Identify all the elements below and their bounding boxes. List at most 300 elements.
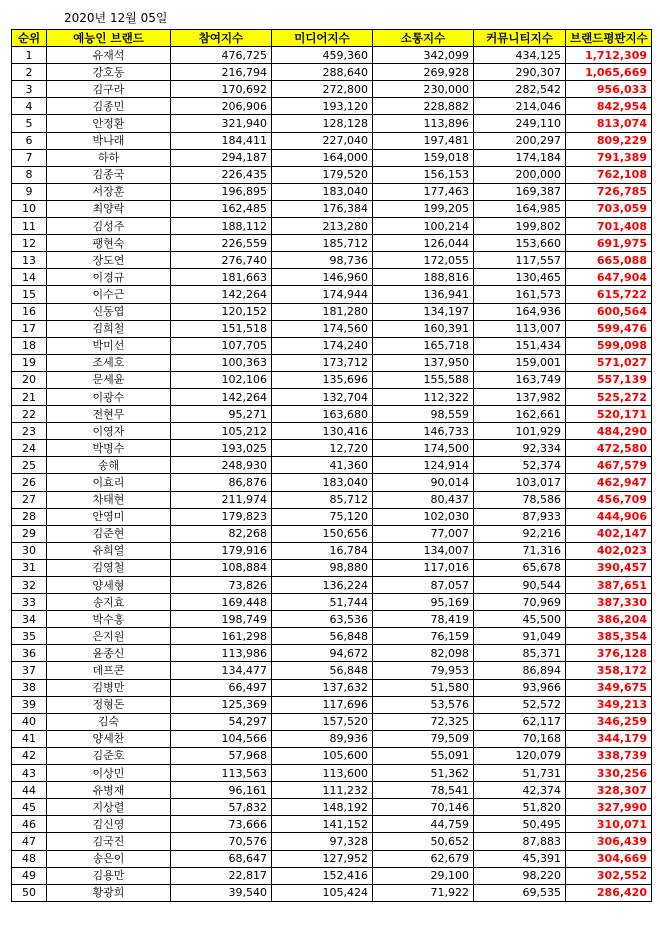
community-cell: 51,820 bbox=[474, 799, 566, 816]
table-row bbox=[12, 508, 652, 525]
rank-cell: 23 bbox=[12, 423, 47, 440]
rank-cell: 46 bbox=[12, 816, 47, 833]
communication-cell: 87,057 bbox=[373, 577, 474, 594]
participation-cell: 68,647 bbox=[171, 850, 272, 867]
communication-cell: 100,214 bbox=[373, 218, 474, 235]
participation-cell: 181,663 bbox=[171, 269, 272, 286]
rank-cell: 7 bbox=[12, 149, 47, 166]
rank-cell: 43 bbox=[12, 765, 47, 782]
rank-cell: 19 bbox=[12, 354, 47, 371]
participation-cell: 105,212 bbox=[171, 423, 272, 440]
table-row bbox=[12, 628, 652, 645]
media-cell: 272,800 bbox=[272, 81, 373, 98]
rank-cell: 39 bbox=[12, 696, 47, 713]
participation-cell: 276,740 bbox=[171, 252, 272, 269]
community-cell: 161,573 bbox=[474, 286, 566, 303]
brand-name-cell: 윤종신 bbox=[47, 645, 171, 662]
communication-cell: 136,941 bbox=[373, 286, 474, 303]
header-communication-index: 소통지수 bbox=[373, 30, 474, 47]
rank-cell: 17 bbox=[12, 320, 47, 337]
communication-cell: 62,679 bbox=[373, 850, 474, 867]
brand-reputation-cell: 385,354 bbox=[566, 628, 652, 645]
communication-cell: 230,000 bbox=[373, 81, 474, 98]
media-cell: 174,560 bbox=[272, 320, 373, 337]
participation-cell: 104,566 bbox=[171, 730, 272, 747]
communication-cell: 112,322 bbox=[373, 388, 474, 405]
media-cell: 157,520 bbox=[272, 713, 373, 730]
brand-name-cell: 최양락 bbox=[47, 200, 171, 217]
participation-cell: 86,876 bbox=[171, 474, 272, 491]
table-row bbox=[12, 577, 652, 594]
community-cell: 249,110 bbox=[474, 115, 566, 132]
communication-cell: 155,588 bbox=[373, 371, 474, 388]
media-cell: 152,416 bbox=[272, 867, 373, 884]
community-cell: 85,371 bbox=[474, 645, 566, 662]
brand-reputation-cell: 456,709 bbox=[566, 491, 652, 508]
rank-cell: 11 bbox=[12, 218, 47, 235]
media-cell: 98,736 bbox=[272, 252, 373, 269]
community-cell: 70,969 bbox=[474, 594, 566, 611]
participation-cell: 73,826 bbox=[171, 577, 272, 594]
communication-cell: 78,419 bbox=[373, 611, 474, 628]
table-row bbox=[12, 354, 652, 371]
brand-name-cell: 양세찬 bbox=[47, 730, 171, 747]
rank-cell: 37 bbox=[12, 662, 47, 679]
communication-cell: 172,055 bbox=[373, 252, 474, 269]
header-participation-index: 참여지수 bbox=[171, 30, 272, 47]
table-row bbox=[12, 611, 652, 628]
participation-cell: 95,271 bbox=[171, 406, 272, 423]
table-row bbox=[12, 782, 652, 799]
brand-reputation-cell: 302,552 bbox=[566, 867, 652, 884]
brand-name-cell: 이효리 bbox=[47, 474, 171, 491]
communication-cell: 51,580 bbox=[373, 679, 474, 696]
community-cell: 151,434 bbox=[474, 337, 566, 354]
brand-name-cell: 안정환 bbox=[47, 115, 171, 132]
community-cell: 92,216 bbox=[474, 525, 566, 542]
brand-name-cell: 유재석 bbox=[47, 47, 171, 64]
brand-reputation-cell: 376,128 bbox=[566, 645, 652, 662]
rank-cell: 50 bbox=[12, 884, 47, 901]
rank-cell: 13 bbox=[12, 252, 47, 269]
participation-cell: 82,268 bbox=[171, 525, 272, 542]
rank-cell: 36 bbox=[12, 645, 47, 662]
community-cell: 86,894 bbox=[474, 662, 566, 679]
rank-cell: 44 bbox=[12, 782, 47, 799]
communication-cell: 134,007 bbox=[373, 542, 474, 559]
communication-cell: 117,016 bbox=[373, 559, 474, 576]
community-cell: 50,495 bbox=[474, 816, 566, 833]
brand-name-cell: 유병재 bbox=[47, 782, 171, 799]
rank-cell: 24 bbox=[12, 440, 47, 457]
community-cell: 153,660 bbox=[474, 235, 566, 252]
table-row bbox=[12, 371, 652, 388]
brand-reputation-cell: 286,420 bbox=[566, 884, 652, 901]
header-media-index: 미디어지수 bbox=[272, 30, 373, 47]
communication-cell: 72,325 bbox=[373, 713, 474, 730]
brand-name-cell: 김영철 bbox=[47, 559, 171, 576]
community-cell: 113,007 bbox=[474, 320, 566, 337]
community-cell: 51,731 bbox=[474, 765, 566, 782]
table-row bbox=[12, 388, 652, 405]
media-cell: 117,696 bbox=[272, 696, 373, 713]
brand-reputation-cell: 813,074 bbox=[566, 115, 652, 132]
brand-reputation-cell: 402,147 bbox=[566, 525, 652, 542]
participation-cell: 248,930 bbox=[171, 457, 272, 474]
brand-reputation-cell: 599,098 bbox=[566, 337, 652, 354]
community-cell: 91,049 bbox=[474, 628, 566, 645]
participation-cell: 39,540 bbox=[171, 884, 272, 901]
header-community-index: 커뮤니티지수 bbox=[474, 30, 566, 47]
brand-reputation-cell: 615,722 bbox=[566, 286, 652, 303]
communication-cell: 113,896 bbox=[373, 115, 474, 132]
table-row bbox=[12, 730, 652, 747]
table-row bbox=[12, 115, 652, 132]
header-brand-reputation-index: 브랜드평판지수 bbox=[566, 30, 652, 47]
brand-name-cell: 김종민 bbox=[47, 98, 171, 115]
table-row bbox=[12, 235, 652, 252]
rank-cell: 5 bbox=[12, 115, 47, 132]
participation-cell: 113,563 bbox=[171, 765, 272, 782]
communication-cell: 156,153 bbox=[373, 166, 474, 183]
table-row bbox=[12, 474, 652, 491]
media-cell: 174,944 bbox=[272, 286, 373, 303]
brand-name-cell: 강호동 bbox=[47, 64, 171, 81]
brand-reputation-cell: 1,065,669 bbox=[566, 64, 652, 81]
table-row bbox=[12, 833, 652, 850]
brand-name-cell: 이영자 bbox=[47, 423, 171, 440]
table-row bbox=[12, 765, 652, 782]
brand-reputation-cell: 762,108 bbox=[566, 166, 652, 183]
media-cell: 128,128 bbox=[272, 115, 373, 132]
table-row bbox=[12, 132, 652, 149]
participation-cell: 211,974 bbox=[171, 491, 272, 508]
brand-name-cell: 조세호 bbox=[47, 354, 171, 371]
participation-cell: 96,161 bbox=[171, 782, 272, 799]
brand-reputation-cell: 346,259 bbox=[566, 713, 652, 730]
brand-name-cell: 김희철 bbox=[47, 320, 171, 337]
communication-cell: 342,099 bbox=[373, 47, 474, 64]
brand-reputation-cell: 791,389 bbox=[566, 149, 652, 166]
table-row bbox=[12, 713, 652, 730]
communication-cell: 70,146 bbox=[373, 799, 474, 816]
community-cell: 137,982 bbox=[474, 388, 566, 405]
brand-name-cell: 박미선 bbox=[47, 337, 171, 354]
rank-cell: 4 bbox=[12, 98, 47, 115]
table-row bbox=[12, 286, 652, 303]
communication-cell: 98,559 bbox=[373, 406, 474, 423]
table-row bbox=[12, 679, 652, 696]
brand-name-cell: 황광희 bbox=[47, 884, 171, 901]
rank-cell: 42 bbox=[12, 747, 47, 764]
communication-cell: 102,030 bbox=[373, 508, 474, 525]
rank-cell: 6 bbox=[12, 132, 47, 149]
media-cell: 137,632 bbox=[272, 679, 373, 696]
community-cell: 90,544 bbox=[474, 577, 566, 594]
communication-cell: 177,463 bbox=[373, 183, 474, 200]
brand-reputation-cell: 525,272 bbox=[566, 388, 652, 405]
brand-name-cell: 김준호 bbox=[47, 747, 171, 764]
brand-reputation-cell: 328,307 bbox=[566, 782, 652, 799]
brand-reputation-cell: 600,564 bbox=[566, 303, 652, 320]
community-cell: 65,678 bbox=[474, 559, 566, 576]
table-row bbox=[12, 303, 652, 320]
brand-name-cell: 박수홍 bbox=[47, 611, 171, 628]
table-row bbox=[12, 662, 652, 679]
community-cell: 52,572 bbox=[474, 696, 566, 713]
table-row bbox=[12, 269, 652, 286]
brand-name-cell: 장도연 bbox=[47, 252, 171, 269]
rank-cell: 38 bbox=[12, 679, 47, 696]
brand-reputation-cell: 358,172 bbox=[566, 662, 652, 679]
brand-reputation-cell: 647,904 bbox=[566, 269, 652, 286]
brand-name-cell: 김신영 bbox=[47, 816, 171, 833]
participation-cell: 125,369 bbox=[171, 696, 272, 713]
media-cell: 213,280 bbox=[272, 218, 373, 235]
community-cell: 98,220 bbox=[474, 867, 566, 884]
brand-reputation-cell: 386,204 bbox=[566, 611, 652, 628]
community-cell: 70,168 bbox=[474, 730, 566, 747]
participation-cell: 206,906 bbox=[171, 98, 272, 115]
brand-reputation-cell: 472,580 bbox=[566, 440, 652, 457]
table-row bbox=[12, 850, 652, 867]
media-cell: 163,680 bbox=[272, 406, 373, 423]
table-row bbox=[12, 423, 652, 440]
brand-reputation-cell: 387,330 bbox=[566, 594, 652, 611]
community-cell: 92,334 bbox=[474, 440, 566, 457]
media-cell: 181,280 bbox=[272, 303, 373, 320]
community-cell: 164,985 bbox=[474, 200, 566, 217]
community-cell: 87,883 bbox=[474, 833, 566, 850]
rank-cell: 3 bbox=[12, 81, 47, 98]
brand-name-cell: 지상렬 bbox=[47, 799, 171, 816]
rank-cell: 30 bbox=[12, 542, 47, 559]
participation-cell: 169,448 bbox=[171, 594, 272, 611]
participation-cell: 142,264 bbox=[171, 286, 272, 303]
media-cell: 176,384 bbox=[272, 200, 373, 217]
community-cell: 69,535 bbox=[474, 884, 566, 901]
table-row bbox=[12, 98, 652, 115]
community-cell: 42,374 bbox=[474, 782, 566, 799]
participation-cell: 226,559 bbox=[171, 235, 272, 252]
table-row bbox=[12, 747, 652, 764]
participation-cell: 120,152 bbox=[171, 303, 272, 320]
communication-cell: 165,718 bbox=[373, 337, 474, 354]
rank-cell: 29 bbox=[12, 525, 47, 542]
table-row bbox=[12, 867, 652, 884]
communication-cell: 126,044 bbox=[373, 235, 474, 252]
brand-reputation-cell: 338,739 bbox=[566, 747, 652, 764]
brand-reputation-cell: 571,027 bbox=[566, 354, 652, 371]
table-row bbox=[12, 440, 652, 457]
media-cell: 111,232 bbox=[272, 782, 373, 799]
brand-name-cell: 김준현 bbox=[47, 525, 171, 542]
media-cell: 85,712 bbox=[272, 491, 373, 508]
media-cell: 63,536 bbox=[272, 611, 373, 628]
media-cell: 41,360 bbox=[272, 457, 373, 474]
brand-name-cell: 팽현숙 bbox=[47, 235, 171, 252]
communication-cell: 51,362 bbox=[373, 765, 474, 782]
community-cell: 163,749 bbox=[474, 371, 566, 388]
brand-name-cell: 데프콘 bbox=[47, 662, 171, 679]
participation-cell: 102,106 bbox=[171, 371, 272, 388]
media-cell: 89,936 bbox=[272, 730, 373, 747]
brand-reputation-cell: 665,088 bbox=[566, 252, 652, 269]
table-row bbox=[12, 491, 652, 508]
community-cell: 87,933 bbox=[474, 508, 566, 525]
communication-cell: 197,481 bbox=[373, 132, 474, 149]
brand-reputation-cell: 467,579 bbox=[566, 457, 652, 474]
media-cell: 127,952 bbox=[272, 850, 373, 867]
media-cell: 459,360 bbox=[272, 47, 373, 64]
table-row bbox=[12, 884, 652, 901]
rank-cell: 33 bbox=[12, 594, 47, 611]
table-row bbox=[12, 47, 652, 64]
community-cell: 45,391 bbox=[474, 850, 566, 867]
participation-cell: 134,477 bbox=[171, 662, 272, 679]
brand-reputation-cell: 306,439 bbox=[566, 833, 652, 850]
communication-cell: 146,733 bbox=[373, 423, 474, 440]
media-cell: 105,424 bbox=[272, 884, 373, 901]
communication-cell: 78,541 bbox=[373, 782, 474, 799]
brand-name-cell: 송지효 bbox=[47, 594, 171, 611]
rank-cell: 32 bbox=[12, 577, 47, 594]
community-cell: 117,557 bbox=[474, 252, 566, 269]
communication-cell: 124,914 bbox=[373, 457, 474, 474]
communication-cell: 80,437 bbox=[373, 491, 474, 508]
participation-cell: 108,884 bbox=[171, 559, 272, 576]
rank-cell: 12 bbox=[12, 235, 47, 252]
media-cell: 56,848 bbox=[272, 662, 373, 679]
communication-cell: 79,509 bbox=[373, 730, 474, 747]
media-cell: 94,672 bbox=[272, 645, 373, 662]
rank-cell: 20 bbox=[12, 371, 47, 388]
communication-cell: 95,169 bbox=[373, 594, 474, 611]
table-row bbox=[12, 337, 652, 354]
community-cell: 71,316 bbox=[474, 542, 566, 559]
communication-cell: 269,928 bbox=[373, 64, 474, 81]
media-cell: 288,640 bbox=[272, 64, 373, 81]
brand-name-cell: 서장훈 bbox=[47, 183, 171, 200]
brand-name-cell: 박명수 bbox=[47, 440, 171, 457]
brand-name-cell: 이광수 bbox=[47, 388, 171, 405]
brand-name-cell: 송해 bbox=[47, 457, 171, 474]
brand-reputation-cell: 956,033 bbox=[566, 81, 652, 98]
media-cell: 56,848 bbox=[272, 628, 373, 645]
rank-cell: 49 bbox=[12, 867, 47, 884]
community-cell: 45,500 bbox=[474, 611, 566, 628]
brand-reputation-cell: 701,408 bbox=[566, 218, 652, 235]
brand-reputation-cell: 349,213 bbox=[566, 696, 652, 713]
communication-cell: 53,576 bbox=[373, 696, 474, 713]
brand-name-cell: 김종국 bbox=[47, 166, 171, 183]
participation-cell: 57,968 bbox=[171, 747, 272, 764]
table-row bbox=[12, 525, 652, 542]
communication-cell: 228,882 bbox=[373, 98, 474, 115]
community-cell: 159,001 bbox=[474, 354, 566, 371]
table-row bbox=[12, 799, 652, 816]
participation-cell: 193,025 bbox=[171, 440, 272, 457]
rank-cell: 22 bbox=[12, 406, 47, 423]
brand-reputation-cell: 310,071 bbox=[566, 816, 652, 833]
brand-name-cell: 박나래 bbox=[47, 132, 171, 149]
media-cell: 130,416 bbox=[272, 423, 373, 440]
participation-cell: 170,692 bbox=[171, 81, 272, 98]
brand-ranking-table bbox=[11, 29, 652, 902]
participation-cell: 184,411 bbox=[171, 132, 272, 149]
communication-cell: 50,652 bbox=[373, 833, 474, 850]
brand-reputation-cell: 599,476 bbox=[566, 320, 652, 337]
communication-cell: 55,091 bbox=[373, 747, 474, 764]
community-cell: 130,465 bbox=[474, 269, 566, 286]
rank-cell: 47 bbox=[12, 833, 47, 850]
table-row bbox=[12, 559, 652, 576]
community-cell: 169,387 bbox=[474, 183, 566, 200]
brand-reputation-cell: 691,975 bbox=[566, 235, 652, 252]
table-row bbox=[12, 816, 652, 833]
table-row bbox=[12, 64, 652, 81]
community-cell: 52,374 bbox=[474, 457, 566, 474]
communication-cell: 159,018 bbox=[373, 149, 474, 166]
brand-reputation-cell: 402,023 bbox=[566, 542, 652, 559]
rank-cell: 18 bbox=[12, 337, 47, 354]
participation-cell: 321,940 bbox=[171, 115, 272, 132]
media-cell: 173,712 bbox=[272, 354, 373, 371]
communication-cell: 76,159 bbox=[373, 628, 474, 645]
media-cell: 51,744 bbox=[272, 594, 373, 611]
brand-name-cell: 신동엽 bbox=[47, 303, 171, 320]
communication-cell: 160,391 bbox=[373, 320, 474, 337]
media-cell: 97,328 bbox=[272, 833, 373, 850]
communication-cell: 134,197 bbox=[373, 303, 474, 320]
brand-name-cell: 문세윤 bbox=[47, 371, 171, 388]
communication-cell: 29,100 bbox=[373, 867, 474, 884]
brand-name-cell: 김국진 bbox=[47, 833, 171, 850]
brand-reputation-cell: 842,954 bbox=[566, 98, 652, 115]
rank-cell: 2 bbox=[12, 64, 47, 81]
community-cell: 62,117 bbox=[474, 713, 566, 730]
media-cell: 132,704 bbox=[272, 388, 373, 405]
communication-cell: 188,816 bbox=[373, 269, 474, 286]
participation-cell: 57,832 bbox=[171, 799, 272, 816]
table-body bbox=[12, 47, 652, 902]
table-row bbox=[12, 252, 652, 269]
brand-name-cell: 김숙 bbox=[47, 713, 171, 730]
participation-cell: 179,916 bbox=[171, 542, 272, 559]
rank-cell: 25 bbox=[12, 457, 47, 474]
community-cell: 93,966 bbox=[474, 679, 566, 696]
participation-cell: 476,725 bbox=[171, 47, 272, 64]
media-cell: 113,600 bbox=[272, 765, 373, 782]
community-cell: 282,542 bbox=[474, 81, 566, 98]
brand-reputation-cell: 1,712,309 bbox=[566, 47, 652, 64]
media-cell: 135,696 bbox=[272, 371, 373, 388]
rank-cell: 31 bbox=[12, 559, 47, 576]
participation-cell: 196,895 bbox=[171, 183, 272, 200]
brand-reputation-cell: 484,290 bbox=[566, 423, 652, 440]
brand-reputation-cell: 444,906 bbox=[566, 508, 652, 525]
media-cell: 136,224 bbox=[272, 577, 373, 594]
participation-cell: 100,363 bbox=[171, 354, 272, 371]
media-cell: 227,040 bbox=[272, 132, 373, 149]
table-row bbox=[12, 149, 652, 166]
media-cell: 174,240 bbox=[272, 337, 373, 354]
community-cell: 174,184 bbox=[474, 149, 566, 166]
brand-reputation-cell: 557,139 bbox=[566, 371, 652, 388]
brand-reputation-cell: 390,457 bbox=[566, 559, 652, 576]
community-cell: 214,046 bbox=[474, 98, 566, 115]
rank-cell: 48 bbox=[12, 850, 47, 867]
